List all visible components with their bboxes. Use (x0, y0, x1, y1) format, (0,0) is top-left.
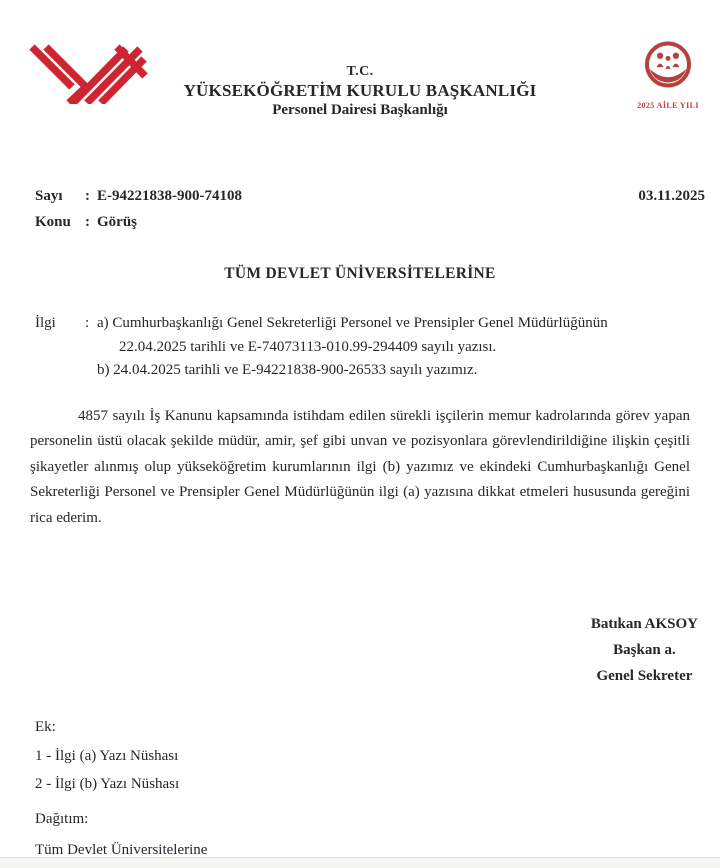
aile-yili-logo (628, 40, 708, 110)
dagitim-label: Dağıtım: (35, 810, 89, 827)
konu-row (35, 214, 705, 231)
aile-yili-emblem-icon (640, 40, 696, 96)
ek-item: 2 - İlgi (b) Yazı Nüshası (35, 776, 180, 792)
signer-title-2: Genel Sekreter (596, 668, 693, 684)
ek-item: 1 - İlgi (a) Yazı Nüshası (35, 747, 179, 764)
ilgi-label: İlgi (35, 315, 56, 331)
ilgi-items (97, 312, 692, 383)
signer-name: Batıkan AKSOY (590, 616, 698, 632)
ek-block (35, 713, 720, 799)
ilgi-item-b: b) 24.04.2025 tarihli ve E-94221838-900-26533 sayılı yazımız. (97, 362, 478, 378)
ilgi-colon: : (85, 315, 90, 331)
tc-label: T.C. (346, 64, 374, 79)
ek-label: Ek: (35, 719, 56, 735)
ilgi-item-a-line1: a) Cumhurbaşkanlığı Genel Sekreterliği Personel ve Prensipler Genel Müdürlüğünün (97, 315, 608, 331)
department-name: Personel Dairesi Başkanlığı (272, 102, 448, 118)
institution-name: YÜKSEKÖĞRETİM KURULU BAŞKANLIĞI (183, 81, 537, 100)
sayi-label: Sayı (35, 188, 63, 204)
konu-label: Konu (35, 214, 71, 230)
sayi-value: E-94221838-900-74108 (97, 188, 242, 204)
sayi-row (35, 188, 705, 205)
konu-colon: : (85, 214, 90, 230)
konu-value: Görüş (97, 214, 138, 230)
aile-yili-caption: 2025 AİLE YILI (637, 101, 699, 110)
signer-title-1: Başkan a. (613, 642, 676, 658)
page-bottom-edge (0, 857, 720, 868)
letterhead (0, 0, 720, 128)
dagitim-item: Tüm Devlet Üniversitelerine (35, 841, 208, 858)
ilgi-item-a-line2: 22.04.2025 tarihli ve E-74073113-010.99-294409 sayılı yazısı. (119, 338, 497, 355)
signature-block (591, 611, 698, 689)
document-meta (0, 188, 720, 231)
body-paragraph: 4857 sayılı İş Kanunu kapsamında istihdam edilen sürekli işçilerin memur kadrolarında görev yapan personelin üstü olacak şekilde müdür, amir, şef gibi unvan ve pozisyonlara görevlendirildiğine ilişkin çeşitli şikayetler alınmış olup yükseköğretim kurumlarının ilgi (b) yazımız ve ekindeki Cumhurbaşkanlığı Genel Sekreterliği Personel ve Prensipler Genel Müdürlüğünün ilgi (a) yazısına dikkat etmeleri hususunda gereğini rica ederim. (30, 407, 690, 526)
recipient-line: TÜM DEVLET ÜNİVERSİTELERİNE (224, 265, 496, 282)
ilgi-block (0, 312, 720, 383)
letterhead-title-block (0, 64, 720, 119)
sayi-colon: : (85, 188, 90, 204)
document-date: 03.11.2025 (638, 188, 705, 204)
